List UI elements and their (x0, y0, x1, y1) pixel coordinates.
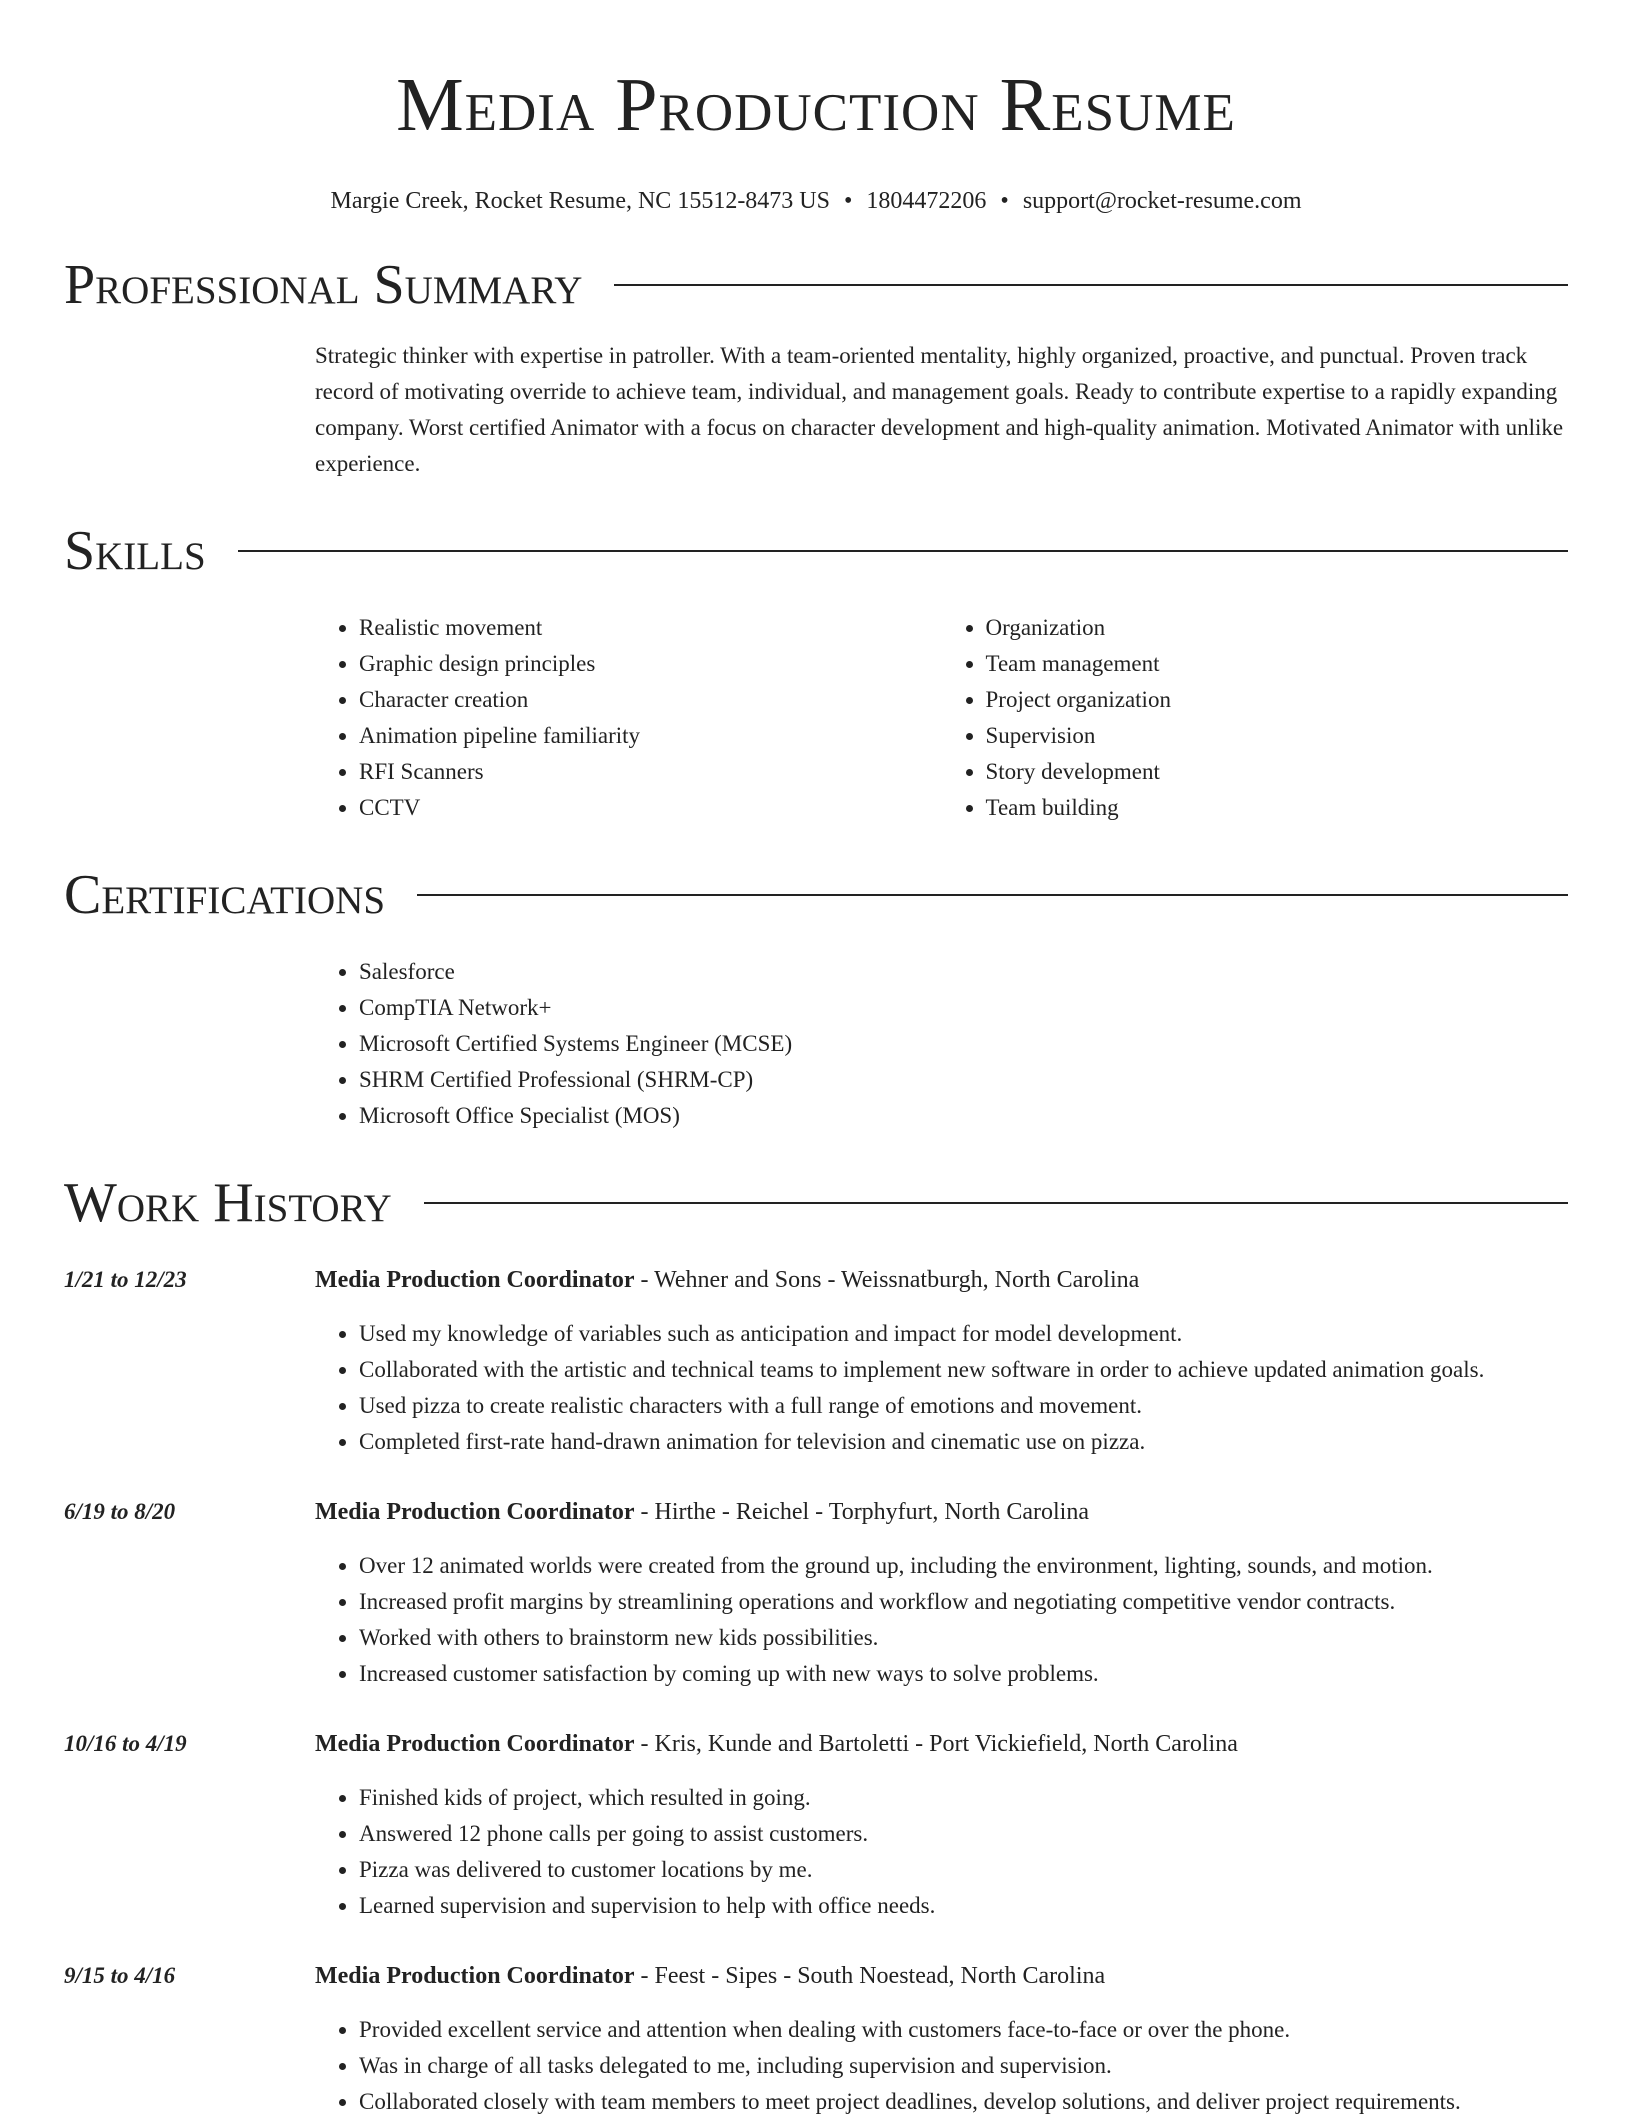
job-bullet: • Used my knowledge of variables such as anticipation and impact for model development. (359, 1316, 1568, 1352)
job-details (315, 1958, 1568, 2120)
skills-heading-row (64, 518, 1568, 584)
job-title-line (315, 1958, 1568, 1994)
certification-item: • CompTIA Network+ (359, 990, 1568, 1026)
job-bullet: • Answered 12 phone calls per going to assist customers. (359, 1816, 1568, 1852)
skill-item: • RFI Scanners (359, 754, 942, 790)
certifications-heading: Certifications (64, 864, 386, 926)
job-entry (64, 1726, 1568, 1924)
summary-heading: Professional Summary (64, 254, 583, 316)
skills-list-right (942, 610, 1569, 826)
job-title: Media Production Coordinator (315, 1963, 635, 1989)
skill-item: • Supervision (986, 718, 1569, 754)
resume-title: Media Production Resume (396, 63, 1236, 147)
job-bullet: • Worked with others to brainstorm new kids possibilities. (359, 1620, 1568, 1656)
skill-item: • Project organization (986, 682, 1569, 718)
job-title: Media Production Coordinator (315, 1499, 635, 1525)
job-employer: - Feest - Sipes - South Noestead, North Carolina (634, 1963, 1106, 1989)
skills-list-left (315, 610, 942, 826)
skills-heading: Skills (64, 520, 206, 582)
skill-item: • Character creation (359, 682, 942, 718)
job-details (315, 1726, 1568, 1924)
job-bullets (315, 1780, 1568, 1924)
certification-item: • SHRM Certified Professional (SHRM-CP) (359, 1062, 1568, 1098)
job-employer: - Hirthe - Reichel - Torphyfurt, North Carolina (634, 1499, 1089, 1525)
job-title: Media Production Coordinator (315, 1731, 635, 1757)
job-dates: 6/19 to 8/20 (64, 1499, 176, 1524)
skill-item: • Organization (986, 610, 1569, 646)
skill-item: • Team building (986, 790, 1569, 826)
job-bullet: • Learned supervision and supervision to help with office needs. (359, 1888, 1568, 1924)
job-bullet: • Provided excellent service and attention when dealing with customers face-to-face or over the phone. (359, 2012, 1568, 2048)
skill-item: • CCTV (359, 790, 942, 826)
job-employer: - Wehner and Sons - Weissnatburgh, North Carolina (634, 1267, 1140, 1293)
section-divider (417, 894, 1568, 896)
job-title-line (315, 1494, 1568, 1530)
job-bullet: • Completed first-rate hand-drawn animation for television and cinematic use on pizza. (359, 1424, 1568, 1460)
summary-section (315, 338, 1568, 482)
job-details (315, 1262, 1568, 1460)
summary-text: Strategic thinker with expertise in patroller. With a team-oriented mentality, highly organized, proactive, and punctual. Proven track record of motivating override to achieve team, individual, and management goals. Ready to contribute expertise to a rapidly expanding company. Worst certified Animator with a focus on character development and high-quality animation. Motivated Animator with unlike experience. (315, 343, 1564, 476)
certification-item: • Microsoft Certified Systems Engineer (MCSE) (359, 1026, 1568, 1062)
skill-item: • Realistic movement (359, 610, 942, 646)
job-title-line (315, 1262, 1568, 1298)
job-bullets (315, 1548, 1568, 1692)
job-entry (64, 1494, 1568, 1692)
skills-section (315, 610, 1568, 826)
job-details (315, 1494, 1568, 1692)
job-bullet: • Increased customer satisfaction by coming up with new ways to solve problems. (359, 1656, 1568, 1692)
work-heading-row (64, 1170, 1568, 1236)
job-entry (64, 1262, 1568, 1460)
job-dates: 1/21 to 12/23 (64, 1267, 187, 1292)
work-history-heading: Work History (64, 1172, 392, 1234)
section-divider (424, 1202, 1568, 1204)
skill-item: • Team management (986, 646, 1569, 682)
contact-separator: • (844, 188, 853, 214)
skill-item: • Animation pipeline familiarity (359, 718, 942, 754)
section-divider (614, 284, 1568, 286)
job-title-line (315, 1726, 1568, 1762)
skill-item: • Graphic design principles (359, 646, 942, 682)
job-dates: 9/15 to 4/16 (64, 1963, 176, 1988)
section-divider (238, 550, 1568, 552)
certifications-heading-row (64, 862, 1568, 928)
contact-address: Margie Creek, Rocket Resume, NC 15512-8473 US (330, 188, 830, 214)
contact-line (64, 186, 1568, 216)
job-bullet: • Increased profit margins by streamlining operations and workflow and negotiating competitive vendor contracts. (359, 1584, 1568, 1620)
summary-heading-row (64, 252, 1568, 318)
job-employer: - Kris, Kunde and Bartoletti - Port Vickiefield, North Carolina (634, 1731, 1238, 1757)
certifications-section (315, 954, 1568, 1134)
job-dates: 10/16 to 4/19 (64, 1731, 187, 1756)
job-bullets (315, 1316, 1568, 1460)
skill-item: • Story development (986, 754, 1569, 790)
job-bullet: • Used pizza to create realistic characters with a full range of emotions and movement. (359, 1388, 1568, 1424)
job-title: Media Production Coordinator (315, 1267, 635, 1293)
contact-separator: • (1000, 188, 1009, 214)
contact-email: support@rocket-resume.com (1022, 188, 1302, 214)
job-bullet: • Finished kids of project, which resulted in going. (359, 1780, 1568, 1816)
contact-phone: 1804472206 (866, 188, 987, 214)
job-bullet: • Collaborated closely with team members to meet project deadlines, develop solutions, and deliver project requirements. (359, 2084, 1568, 2120)
skills-columns (315, 610, 1568, 826)
job-bullet: • Pizza was delivered to customer locations by me. (359, 1852, 1568, 1888)
certification-item: • Salesforce (359, 954, 1568, 990)
job-bullet: • Over 12 animated worlds were created from the ground up, including the environment, lighting, sounds, and motion. (359, 1548, 1568, 1584)
job-entry (64, 1958, 1568, 2120)
job-bullets (315, 2012, 1568, 2120)
job-bullet: • Collaborated with the artistic and technical teams to implement new software in order to achieve updated animation goals. (359, 1352, 1568, 1388)
certification-item: • Microsoft Office Specialist (MOS) (359, 1098, 1568, 1134)
certifications-list (315, 954, 1568, 1134)
job-bullet: • Was in charge of all tasks delegated to me, including supervision and supervision. (359, 2048, 1568, 2084)
